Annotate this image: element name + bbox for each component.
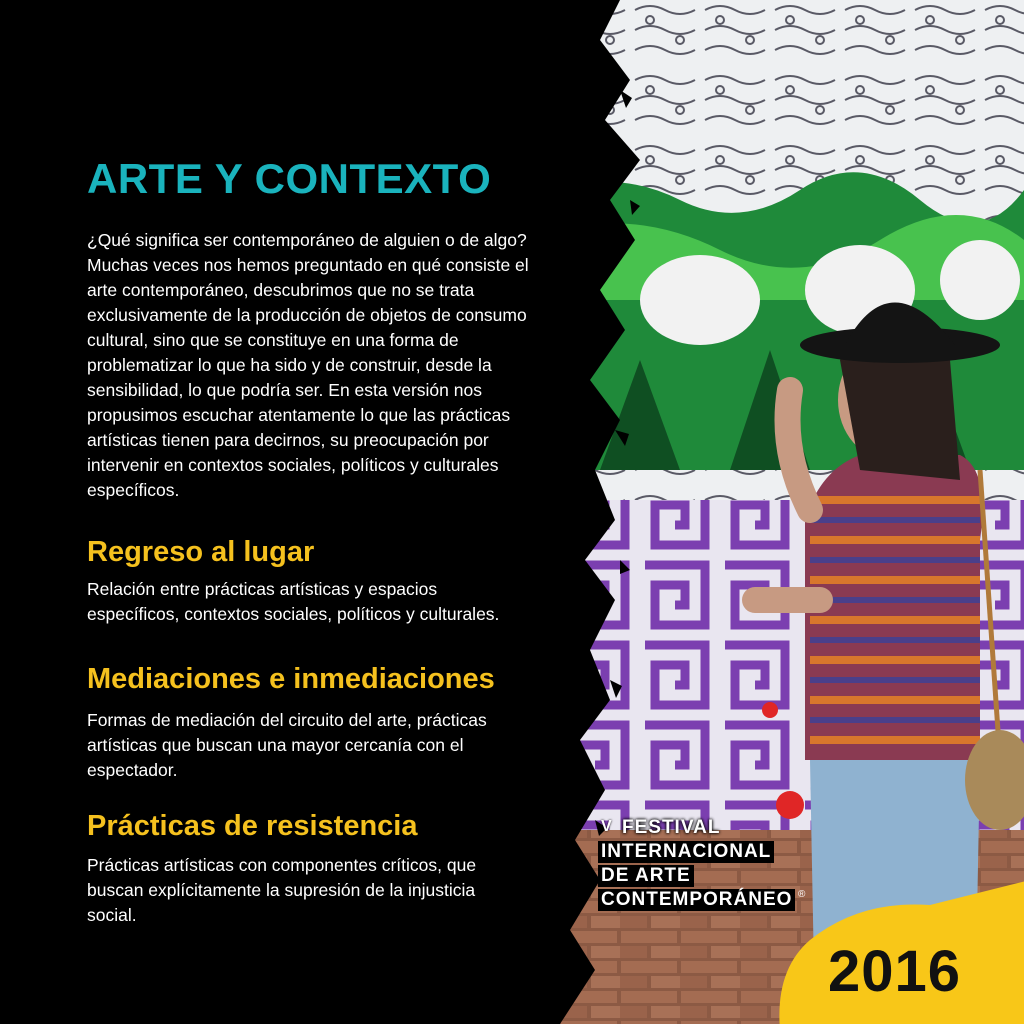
logo-line-3: DE ARTE xyxy=(598,865,694,887)
section-body-resistencia: Prácticas artísticas con componentes críticos, que buscan explícitamente la supresión de la injusticia social. xyxy=(87,855,477,925)
logo-line-1: FESTIVAL xyxy=(622,817,721,838)
section-body-regreso: Relación entre prácticas artísticas y espacios específicos, contextos sociales, políticos y culturales. xyxy=(87,579,500,624)
intro-paragraph: ¿Qué significa ser contemporáneo de alguien o de algo? Muchas veces nos hemos preguntado en qué consiste el arte contemporáneo, descubrimos que no se trata exclusivamente de la producción de objetos de consumo cultural, sino que se constituye en una forma de problematizar lo que ha sido y de construir, desde la sensibilidad, lo que podría ser. En esta versión nos propusimos escuchar atentamente lo que las prácticas artísticas tienen para decirnos, su preocupación por intervenir en contextos sociales, políticos y culturales específicos. xyxy=(87,230,529,500)
section-body-mediaciones: Formas de mediación del circuito del arte, prácticas artísticas que buscan una mayor cercanía con el espectador. xyxy=(87,710,487,780)
logo-line-4: CONTEMPORÁNEO xyxy=(598,889,795,911)
section-heading-regreso: Regreso al lugar xyxy=(87,536,315,568)
page-title: ARTE Y CONTEXTO xyxy=(87,155,492,202)
year-label: 2016 xyxy=(828,939,962,1004)
section-heading-resistencia: Prácticas de resistencia xyxy=(87,810,418,842)
logo-line-2: INTERNACIONAL xyxy=(598,841,774,863)
section-heading-mediaciones: Mediaciones e inmediaciones xyxy=(87,663,495,695)
registered-mark: ® xyxy=(798,889,806,900)
logo-ordinal: V xyxy=(601,818,612,835)
